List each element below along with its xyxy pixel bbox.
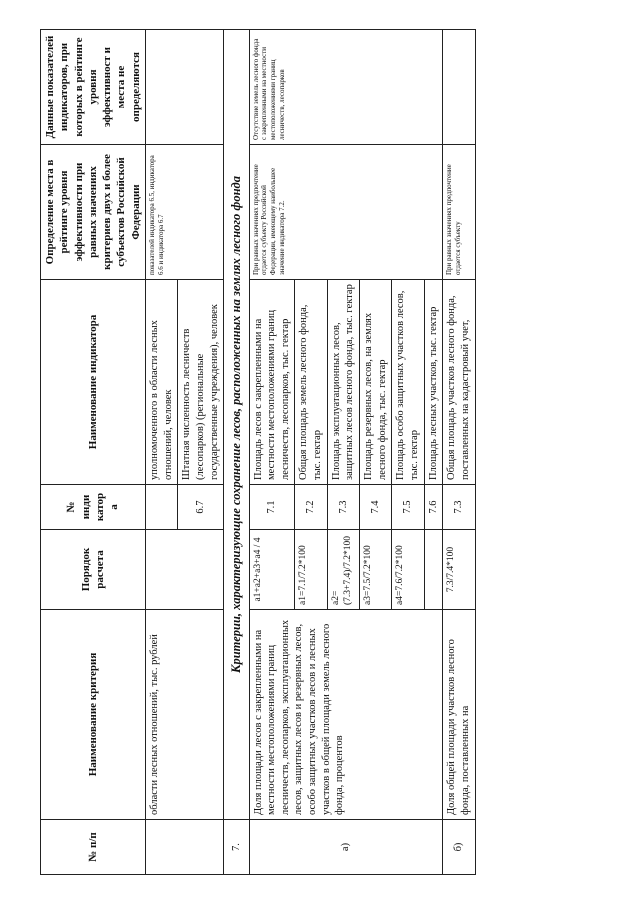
indicator-number-cell: 7.6 xyxy=(424,485,443,530)
section-row xyxy=(224,30,249,875)
criterion-cell: Доля общей площади участков лесного фонда, поставленных на xyxy=(443,610,475,820)
indicator-name-cell: Площадь эксплуатационных лесов, защитных лесов лесного фонда, тыс. гектар xyxy=(327,280,359,485)
indicator-name-cell: Штатная численность лесничеств (лесопарков) (региональные государственные учреждения), человек xyxy=(178,280,224,485)
rank-rule-cell: При равных значениях предпочтение отдается субъекту xyxy=(443,145,475,280)
formula-cell: a3=7.5/7.2*100 xyxy=(360,530,392,610)
indicator-number-cell: 7.5 xyxy=(392,485,424,530)
section-number: 7. xyxy=(224,820,249,875)
formula-cell: a1+a2+a3+a4 / 4 xyxy=(249,530,295,610)
formula-cell: a4=7.6/7.2*100 xyxy=(392,530,424,610)
header-number: № п/п xyxy=(41,820,146,875)
row-number: б) xyxy=(443,820,475,875)
indicator-number-cell: 7.3 xyxy=(443,485,475,530)
criterion-cell: Доля площади лесов с закрепленными на местности местоположениями границ лесничеств, лесопарков, эксплуатационных лесов, защитных лесов и резервных лесов, особо защитных участков лесов и лесных участков в общей площади земель лесного фонда, процентов xyxy=(249,610,443,820)
indicator-number-cell: 7.1 xyxy=(249,485,295,530)
header-indicator-name: Наименование индикатора xyxy=(41,280,146,485)
header-row xyxy=(41,30,146,875)
rank-rule-cell: При равных значениях предпочтение отдается субъекту Российской Федерации, имеющему наибольшее значение индикатора 7.2. xyxy=(249,145,443,280)
indicator-name-cell: уполномоченного в области лесных отношений, человек xyxy=(146,280,178,485)
header-rank-rule: Определение места в рейтинге уровня эффективности при равных значениях критериев двух и более субъектов Российской Федерации xyxy=(41,145,146,280)
indicator-name-cell: Общая площадь участков лесного фонда, поставленных на кадастровый учет, xyxy=(443,280,475,485)
table-row xyxy=(146,30,178,875)
indicator-number-cell: 6.7 xyxy=(178,485,224,530)
criterion-cell: области лесных отношений, тыс. рублей xyxy=(146,610,224,820)
row-number: а) xyxy=(249,820,443,875)
header-criterion: Наименование критерия xyxy=(41,610,146,820)
indicator-number-cell: 7.2 xyxy=(295,485,327,530)
header-data: Данные показателей индикаторов, при которых в рейтинге уровня эффективност и места не определяются xyxy=(41,30,146,145)
table-row xyxy=(443,30,475,875)
indicator-name-cell: Площадь лесов с закрепленными на местности местоположениями границ лесничеств, лесопарков, тыс. гектар xyxy=(249,280,295,485)
criteria-table xyxy=(40,29,476,875)
formula-cell: a2=(7.3+7.4)/7.2*100 xyxy=(327,530,359,610)
header-order: Порядок расчета xyxy=(41,530,146,610)
formula-cell: a1=7.1/7.2*100 xyxy=(295,530,327,610)
formula-cell: 7.3/7.4*100 xyxy=(443,530,475,610)
indicator-name-cell: Площадь лесных участков, тыс. гектар xyxy=(424,280,443,485)
indicator-name-cell: Площадь резервных лесов, на землях лесного фонда, тыс. гектар xyxy=(360,280,392,485)
indicator-name-cell: Площадь особо защитных участков лесов, тыс. гектар xyxy=(392,280,424,485)
rank-rule-cell: показателей индикатора 6.5, индикатора 6.6 и индикатора 6.7 xyxy=(146,145,224,280)
header-indicator-number: № инди катор а xyxy=(41,485,146,530)
section-title: Критерии, характеризующие сохранение лесов, расположенных на землях лесного фонда xyxy=(224,30,249,820)
indicator-number-cell: 7.3 xyxy=(327,485,359,530)
indicator-number-cell: 7.4 xyxy=(360,485,392,530)
table-row xyxy=(249,30,295,875)
data-cell: Отсутствие земель лесного фонда с закрепленными на местности местоположениями границ лесничеств, лесопарков xyxy=(249,30,443,145)
indicator-name-cell: Общая площадь земель лесного фонда, тыс. гектар xyxy=(295,280,327,485)
